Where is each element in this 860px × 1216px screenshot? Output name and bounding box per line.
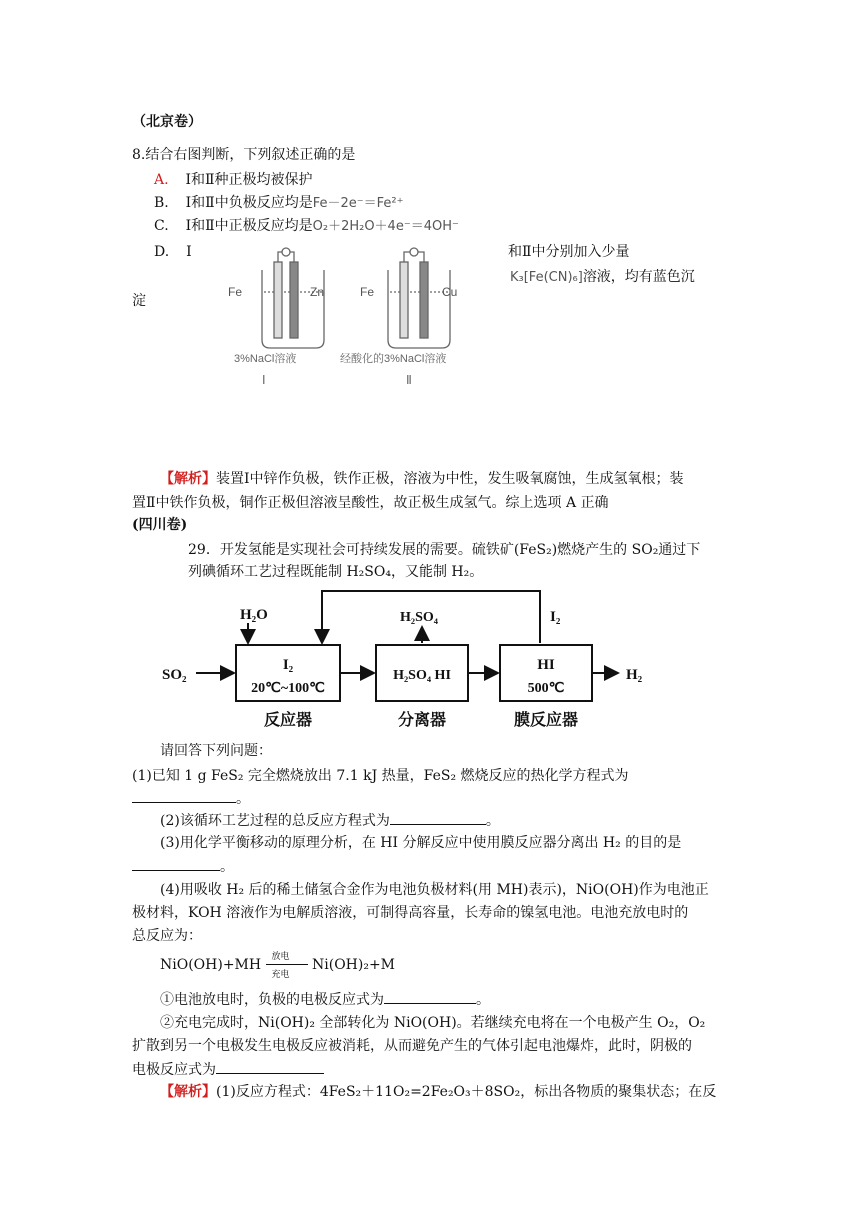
question-29-line1: 29．开发氢能是实现社会可持续发展的需要。硫铁矿(FeS₂)燃烧产生的 SO₂通过下 [188,542,701,558]
beijing-analysis-line1 [160,470,684,488]
part-3-end: 。 [220,859,234,875]
section-header-beijing: （北京卷） [132,114,202,130]
option-b-letter: B. [154,195,169,211]
option-a [154,171,313,189]
sub-1-end: 。 [476,992,490,1008]
equation-left: NiO(OH)+MH [160,957,262,973]
answer-blank-2[interactable] [390,811,486,825]
sub-question-1 [160,990,490,1009]
cell-2-left-label: Fe [360,285,375,299]
analysis-tag: 【解析】 [160,471,216,487]
option-d-formula: K₃[Fe(CN)₆] [510,270,583,285]
sub-question-2-line3 [132,1060,324,1079]
membrane-temp: 500℃ [527,681,565,696]
option-d-last: 淀 [132,293,146,309]
part-4-line2: 极材料，KOH 溶液作为电解质溶液，可制得高容量，长寿命的镍氢电池。电池充放电时的 [132,905,689,921]
h2o-label: H₂O [240,607,268,623]
analysis-text: 装置Ⅰ中锌作负极，铁作正极，溶液为中性，发生吸氧腐蚀，生成氢氧根；装 [216,471,684,487]
electrochemical-cells-figure [220,240,520,390]
answer-blank-4[interactable] [384,990,476,1004]
cell-2-beaker [388,270,450,348]
option-a-text: Ⅰ和Ⅱ种正极均被保护 [185,172,313,188]
option-d-letter: D. [154,244,170,260]
option-d-right: 和Ⅱ中分别加入少量 [508,244,630,260]
equation-right: Ni(OH)₂+M [312,957,396,973]
i2-return-label: I₂ [550,609,561,625]
cell-1-caption: 3%NaCl溶液 [234,353,297,365]
analysis-text-2: (1)反应方程式：4FeS₂＋11O₂=2Fe₂O₃＋8SO₂，标出各物质的聚集状态；在反 [216,1084,717,1100]
cell-2 [388,248,450,348]
membrane-hi: HI [537,657,555,673]
h2so4-out-label: H₂SO₄ [400,610,438,625]
sub-question-2-line1: ②充电完成时，Ni(OH)₂ 全部转化为 NiO(OH)。若继续充电将在一个电极产生 O₂，O₂ [160,1015,706,1031]
option-c-letter: C. [154,218,169,234]
iodine-cycle-flow-diagram [160,585,680,735]
option-d-roman: Ⅰ [186,244,192,260]
part-3-line1: (3)用化学平衡移动的原理分析，在 HI 分解反应中使用膜反应器分离出 H₂ 的目的是 [160,835,682,851]
part-4-line1: (4)用吸收 H₂ 后的稀土储氢合金作为电池负极材料(用 MH)表示)，NiO(OH)作为电池正 [160,882,709,898]
part-2-text: (2)该循环工艺过程的总反应方程式为 [160,813,390,829]
cell-2-left-electrode [400,262,408,338]
answer-blank-1[interactable] [132,789,236,803]
part-4-line3: 总反应为： [132,928,202,944]
membrane-reactor-label: 膜反应器 [513,712,579,729]
separator-content: H₂SO₄ HI [393,668,451,683]
answer-blank-5[interactable] [216,1060,324,1074]
arrow-bottom-label: 充电 [271,970,290,980]
reversible-arrow [266,952,308,980]
cell-1-right-label: Zn [310,285,325,299]
option-d-line2 [510,268,695,287]
question-29-line2: 列碘循环工艺过程既能制 H₂SO₄，又能制 H₂。 [188,564,484,580]
part-2 [160,811,500,830]
cell-2-numeral: Ⅱ [406,373,412,387]
reactor-label: 反应器 [263,712,313,729]
reactor-i2: I₂ [282,657,294,673]
so2-label: SO₂ [162,667,187,683]
cell-2-right-electrode [420,262,428,338]
part-2-end: 。 [485,813,500,829]
option-d-left [154,243,192,261]
option-b [154,194,403,213]
beijing-analysis-line2: 置Ⅱ中铁作负极，铜作正极但溶液呈酸性，故正极生成氢气。综上选项 A 正确 [132,495,609,511]
arrow-top-label: 放电 [271,952,290,962]
sichuan-analysis-line1 [160,1083,716,1101]
battery-equation [160,952,396,980]
option-c [154,217,459,236]
h2-out-label: H₂ [626,667,643,683]
part-1-line2 [132,789,250,808]
option-b-formula: Fe－2e⁻＝Fe²⁺ [312,196,404,211]
cell-1-right-electrode [290,262,298,338]
answer-blank-3[interactable] [132,857,220,871]
part-1-line1: (1)已知 1 g FeS₂ 完全燃烧放出 7.1 kJ 热量，FeS₂ 燃烧反应的热化学方程式为 [132,768,629,784]
option-d-cont: 溶液，均有蓝色沉 [582,269,695,285]
section-header-sichuan: (四川卷) [132,517,188,533]
reactor-temp: 20℃~100℃ [251,681,325,696]
option-c-formula: O₂＋2H₂O＋4e⁻＝4OH⁻ [312,219,459,234]
part-3-line2 [132,857,234,876]
part-1-end: 。 [236,791,250,807]
prompt: 请回答下列问题： [160,743,272,759]
cell-2-caption: 经酸化的3%NaCl溶液 [340,353,447,365]
sub-2-text: 电极反应式为 [132,1062,216,1078]
cell-2-right-label: Cu [442,285,458,299]
question-8-stem: 8.结合右图判断，下列叙述正确的是 [132,147,356,163]
option-b-text: Ⅰ和Ⅱ中负极反应均是 [185,195,313,211]
cell-1-left-electrode [274,262,282,338]
cell-1-numeral: Ⅰ [262,373,266,387]
separator-label: 分离器 [397,712,447,729]
option-c-text: Ⅰ和Ⅱ中正极反应均是 [185,218,313,234]
sub-1-text: ①电池放电时，负极的电极反应式为 [160,992,384,1008]
analysis-tag-2: 【解析】 [160,1084,216,1100]
option-a-letter: A. [154,172,169,188]
cell-1-left-label: Fe [228,285,243,299]
sub-question-2-line2: 扩散到另一个电极发生电极反应被消耗，从而避免产生的气体引起电池爆炸，此时，阴极的 [132,1038,692,1054]
